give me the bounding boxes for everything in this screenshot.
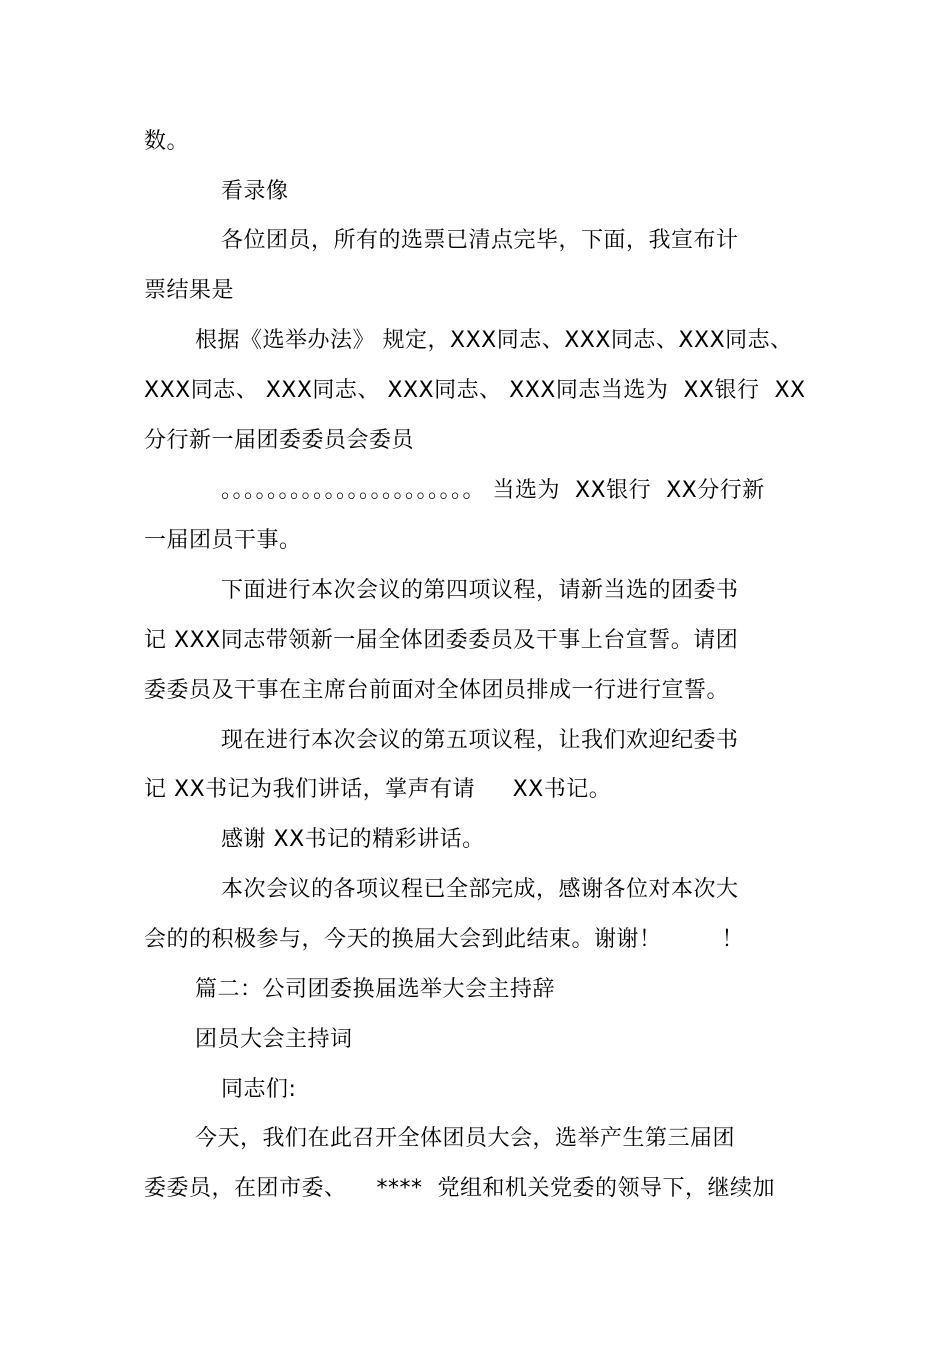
text-line: 一届团员干事。: [144, 528, 302, 553]
text-line: 同志们:: [221, 1077, 297, 1102]
text-line: 看录像: [221, 179, 289, 204]
text-line: 。。。。。。。。。。。。。。。。。。。。。。 当选为 XX银行 XX分行新: [221, 478, 765, 503]
text-line: 委委员及干事在主席台前面对全体团员排成一行进行宣誓。: [144, 678, 730, 703]
text-line: 篇二：公司团委换届选举大会主持辞: [195, 977, 556, 1002]
text-line: 记 XX书记为我们讲话，掌声有请 XX书记。: [144, 777, 612, 802]
text-line: 团员大会主持词: [195, 1027, 353, 1052]
text-line: 下面进行本次会议的第四项议程，请新当选的团委书: [221, 578, 739, 603]
text-line: 委委员，在团市委、 **** 党组和机关党委的领导下，继续加: [144, 1176, 775, 1201]
text-line: 本次会议的各项议程已全部完成，感谢各位对本次大: [221, 877, 739, 902]
text-line: 今天，我们在此召开全体团员大会，选举产生第三届团: [195, 1126, 736, 1151]
text-line: 各位团员，所有的选票已清点完毕，下面，我宣布计: [221, 228, 739, 253]
text-line: XXX同志、 XXX同志、 XXX同志、 XXX同志当选为 XX银行 XX: [144, 378, 806, 403]
text-line: 票结果是: [144, 278, 235, 303]
text-line: 数。: [144, 129, 190, 154]
text-line: 会的的积极参与，今天的换届大会到此结束。谢谢！ ！: [144, 927, 744, 952]
text-line: 现在进行本次会议的第五项议程，让我们欢迎纪委书: [221, 728, 739, 753]
text-line: 感谢 XX书记的精彩讲话。: [221, 827, 485, 852]
text-line: 根据《选举办法》 规定，XXX同志、XXX同志、XXX同志、: [195, 328, 793, 353]
text-line: 记 XXX同志带领新一届全体团委委员及干事上台宣誓。请团: [144, 628, 739, 653]
text-line: 分行新一届团委委员会委员: [144, 428, 415, 453]
